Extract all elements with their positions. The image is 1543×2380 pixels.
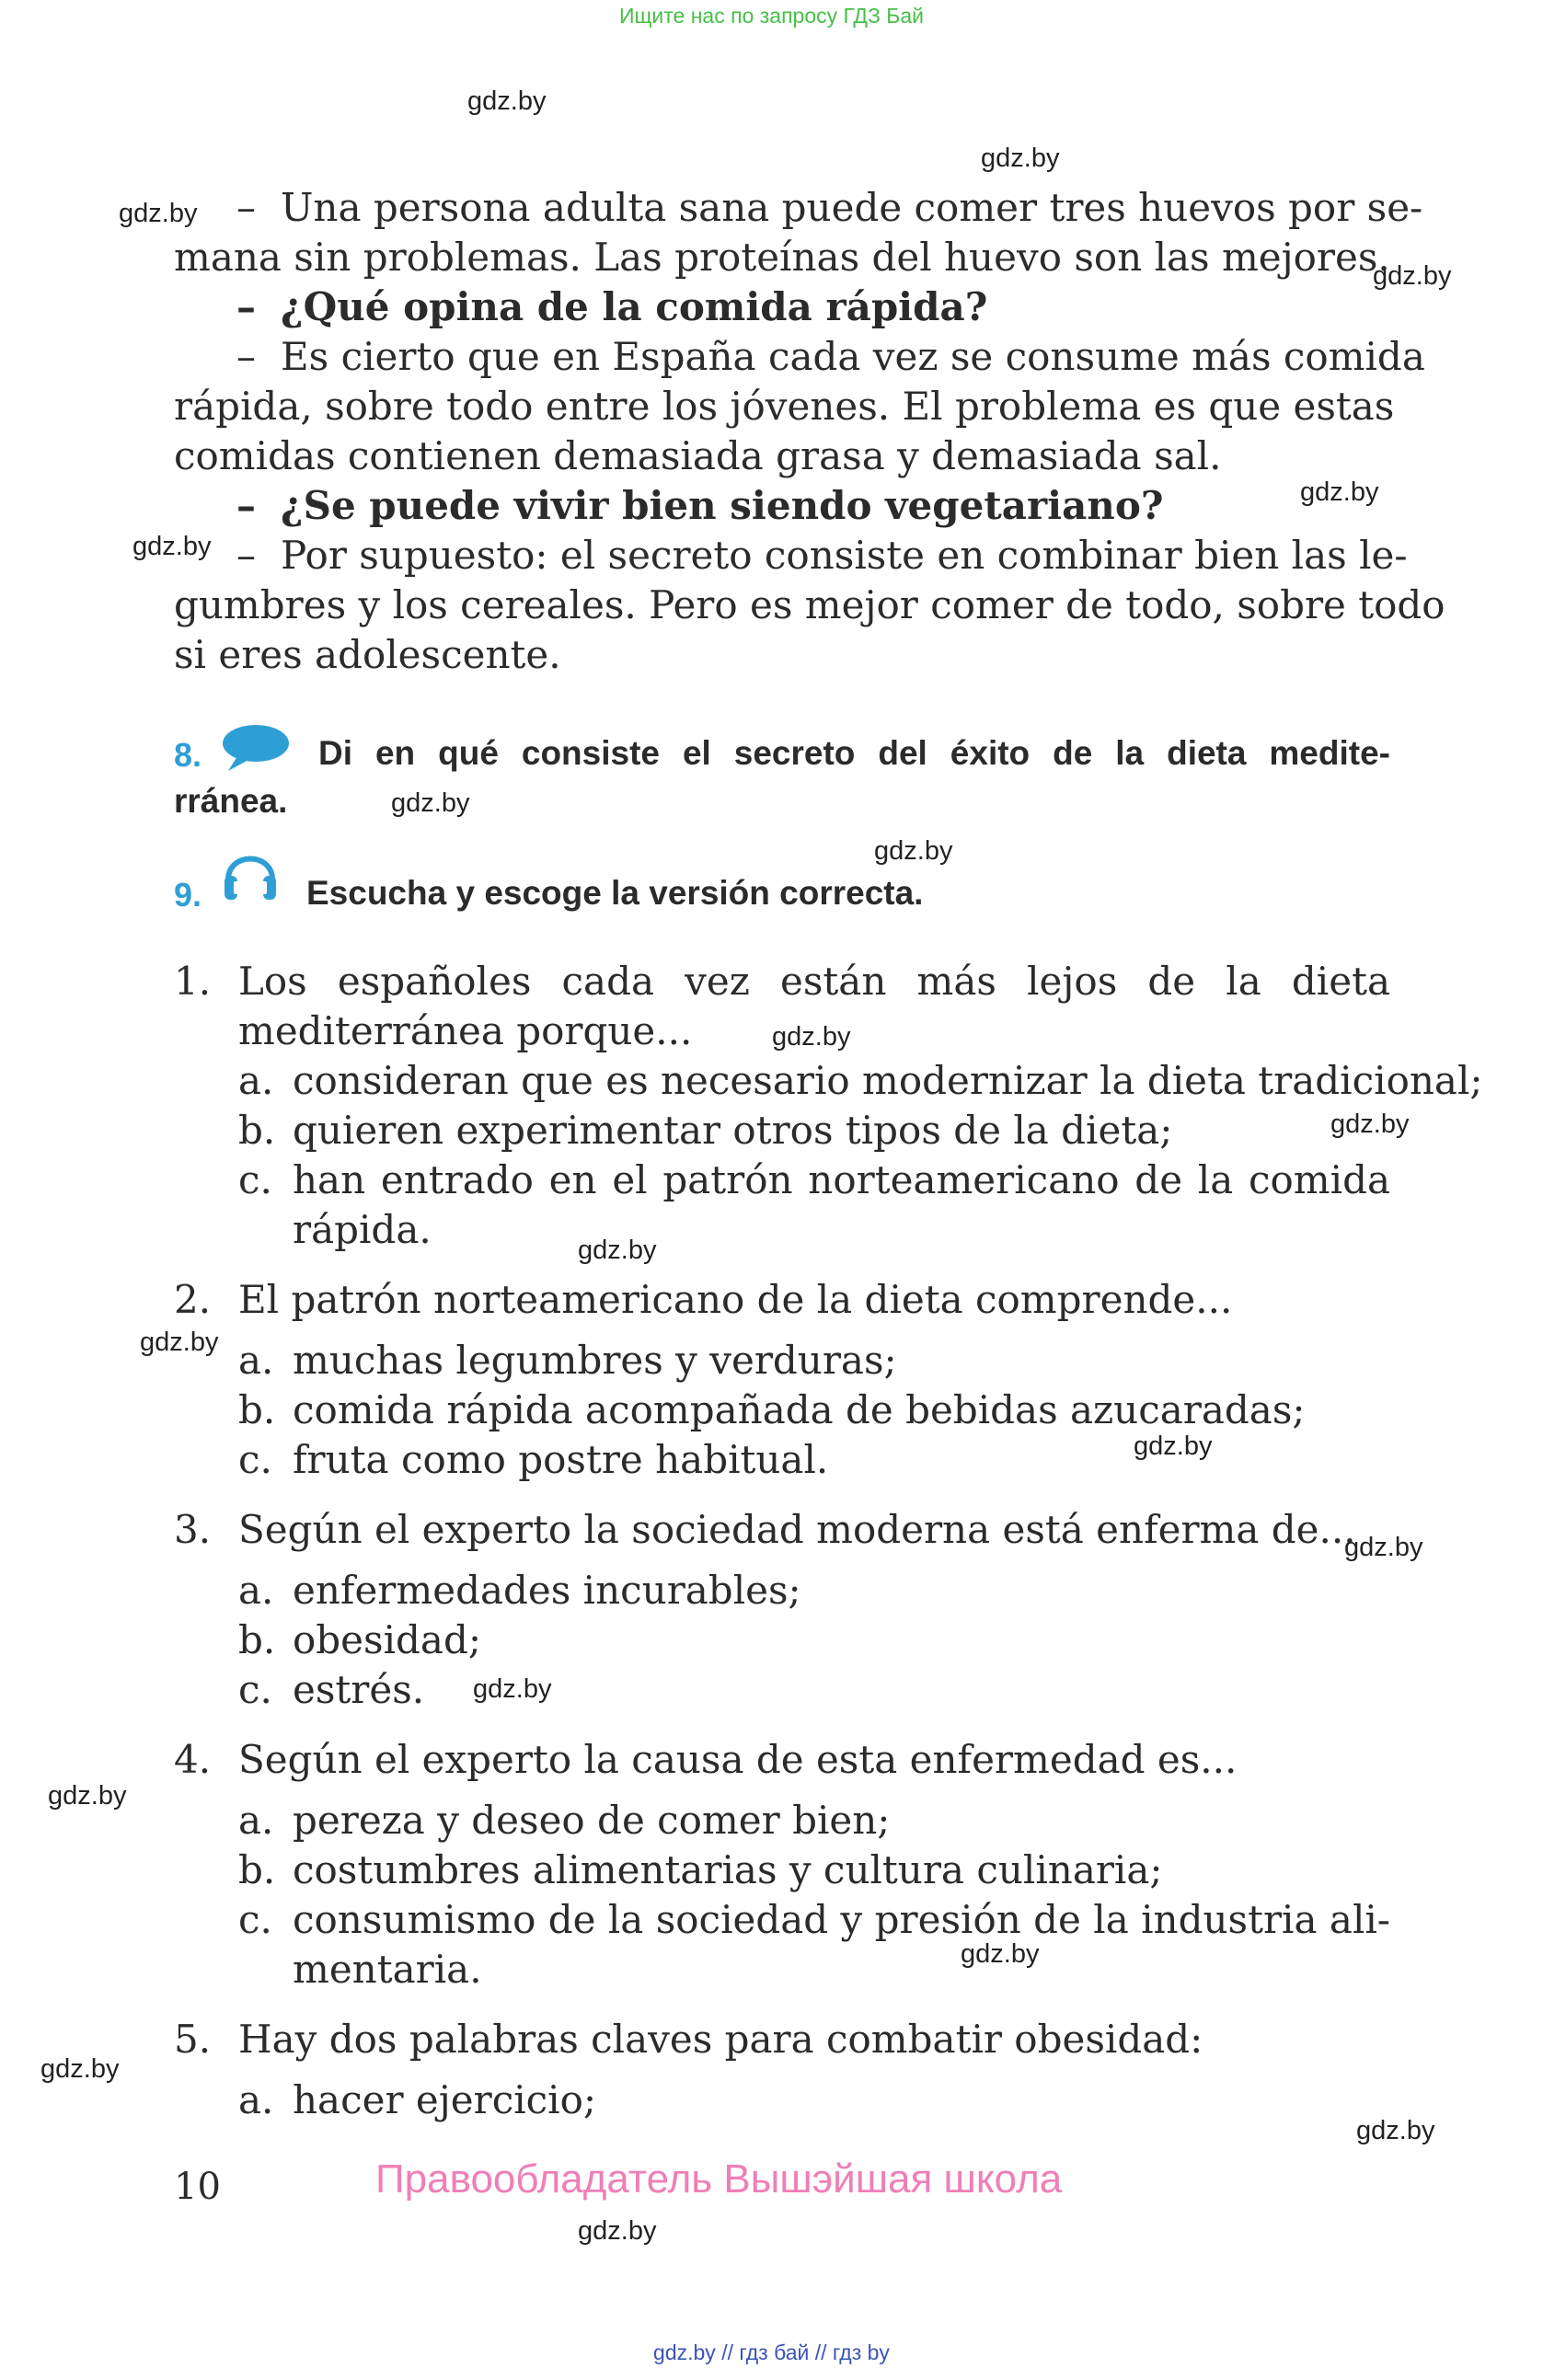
watermark: gdz.by <box>874 836 953 866</box>
option-letter: a. <box>238 1798 274 1843</box>
dialogue-line: si eres adolescente. <box>174 632 561 677</box>
option-text: hacer ejercicio; <box>293 2077 597 2122</box>
dash: – <box>236 483 256 528</box>
dialogue-line: mana sin problemas. Las proteínas del huevo son las mejores. <box>174 235 1390 280</box>
option-text: consideran que es necesario modernizar la dieta tradicional; <box>293 1058 1483 1103</box>
question-stem: Según el experto la causa de esta enfermedad es... <box>238 1737 1238 1782</box>
question-number: 2. <box>174 1277 212 1322</box>
option-letter: a. <box>238 1568 274 1613</box>
option-text: enfermedades incurables; <box>293 1568 801 1613</box>
dash: – <box>236 334 256 379</box>
option-letter: a. <box>238 1338 274 1383</box>
watermark: gdz.by <box>391 788 470 818</box>
option-text: costumbres alimentarias y cultura culinaria; <box>293 1847 1163 1892</box>
exercise-9-text: Escucha y escoge la versión correcta. <box>306 874 924 912</box>
watermark: gdz.by <box>1344 1533 1423 1562</box>
dash: – <box>236 533 256 578</box>
question-number: 5. <box>174 2017 212 2062</box>
dialogue-line: Una persona adulta sana puede comer tres huevos por se- <box>281 185 1423 230</box>
footer-links: gdz.by // гдз бай // гдз by <box>653 2340 890 2364</box>
headphones-icon <box>221 843 280 903</box>
option-letter: c. <box>238 1157 272 1202</box>
watermark: gdz.by <box>981 144 1060 173</box>
option-text: comida rápida acompañada de bebidas azucaradas; <box>293 1387 1306 1432</box>
watermark: gdz.by <box>578 2216 657 2246</box>
dialogue-line: Es cierto que en España cada vez se consume más comida <box>281 334 1425 379</box>
watermark: gdz.by <box>473 1674 552 1704</box>
dash: – <box>236 185 256 230</box>
question-stem: Los españoles cada vez están más lejos de la dieta <box>238 959 1390 1004</box>
watermark: gdz.by <box>1134 1431 1213 1461</box>
watermark: gdz.by <box>119 199 198 228</box>
watermark: gdz.by <box>1373 261 1452 291</box>
top-banner: Ищите нас по запросу ГДЗ Бай <box>618 4 925 28</box>
watermark: gdz.by <box>48 1781 127 1811</box>
interview-question: ¿Qué opina de la comida rápida? <box>281 284 988 329</box>
dialogue-line: comidas contienen demasiada grasa y demasiada sal. <box>174 433 1222 478</box>
exercise-8-text: Di en qué consiste el secreto del éxito de la dieta medite- <box>318 734 1390 772</box>
option-letter: b. <box>238 1387 276 1432</box>
option-letter: c. <box>238 1667 272 1712</box>
dash: – <box>236 284 256 329</box>
watermark: gdz.by <box>1330 1110 1410 1139</box>
watermark: gdz.by <box>578 1236 657 1265</box>
question-number: 3. <box>174 1507 212 1552</box>
option-text: fruta como postre habitual. <box>293 1437 829 1482</box>
exercise-8-number: 8. <box>174 736 202 774</box>
dialogue-line: gumbres y los cereales. Pero es mejor comer de todo, sobre todo <box>174 582 1445 627</box>
watermark: gdz.by <box>1300 477 1379 507</box>
option-text: rápida. <box>293 1207 432 1252</box>
watermark: gdz.by <box>961 1939 1040 1969</box>
question-number: 1. <box>174 959 212 1004</box>
option-letter: b. <box>238 1847 276 1892</box>
dialogue-line: rápida, sobre todo entre los jóvenes. El problema es que estas <box>174 384 1395 429</box>
watermark: gdz.by <box>467 86 547 116</box>
watermark: gdz.by <box>1356 2116 1435 2145</box>
watermark: gdz.by <box>772 1022 851 1052</box>
watermark: gdz.by <box>140 1328 219 1357</box>
option-text: quieren experimentar otros tipos de la dieta; <box>293 1108 1173 1153</box>
option-letter: b. <box>238 1108 276 1153</box>
dialogue-line: Por supuesto: el secreto consiste en combinar bien las le- <box>281 533 1408 578</box>
option-text: obesidad; <box>293 1617 481 1662</box>
option-text: estrés. <box>293 1667 425 1712</box>
interview-question: ¿Se puede vivir bien siendo vegetariano? <box>281 483 1164 528</box>
exercise-9-number: 9. <box>174 876 202 914</box>
watermark: gdz.by <box>40 2054 120 2084</box>
option-text: han entrado en el patrón norteamericano de la comida <box>293 1157 1390 1202</box>
speech-bubble-icon <box>221 723 291 773</box>
question-number: 4. <box>174 1737 212 1782</box>
option-letter: b. <box>238 1617 276 1662</box>
option-letter: c. <box>238 1437 272 1482</box>
exercise-8-text: rránea. <box>174 782 288 820</box>
option-text: mentaria. <box>293 1947 482 1992</box>
copyright-notice: Правообладатель Вышэйшая школа <box>375 2156 1063 2202</box>
page-number: 10 <box>174 2166 221 2208</box>
question-stem: El patrón norteamericano de la dieta comprende... <box>238 1277 1233 1322</box>
option-text: pereza y deseo de comer bien; <box>293 1798 891 1843</box>
question-stem: Según el experto la sociedad moderna está enferma de... <box>238 1507 1356 1552</box>
question-stem: Hay dos palabras claves para combatir obesidad: <box>238 2017 1203 2062</box>
option-letter: a. <box>238 2077 274 2122</box>
watermark: gdz.by <box>132 532 212 561</box>
question-stem: mediterránea porque... <box>238 1008 693 1053</box>
option-letter: a. <box>238 1058 274 1103</box>
option-text: consumismo de la sociedad y presión de la industria ali- <box>293 1897 1390 1942</box>
option-letter: c. <box>238 1897 272 1942</box>
option-text: muchas legumbres y verduras; <box>293 1338 897 1383</box>
